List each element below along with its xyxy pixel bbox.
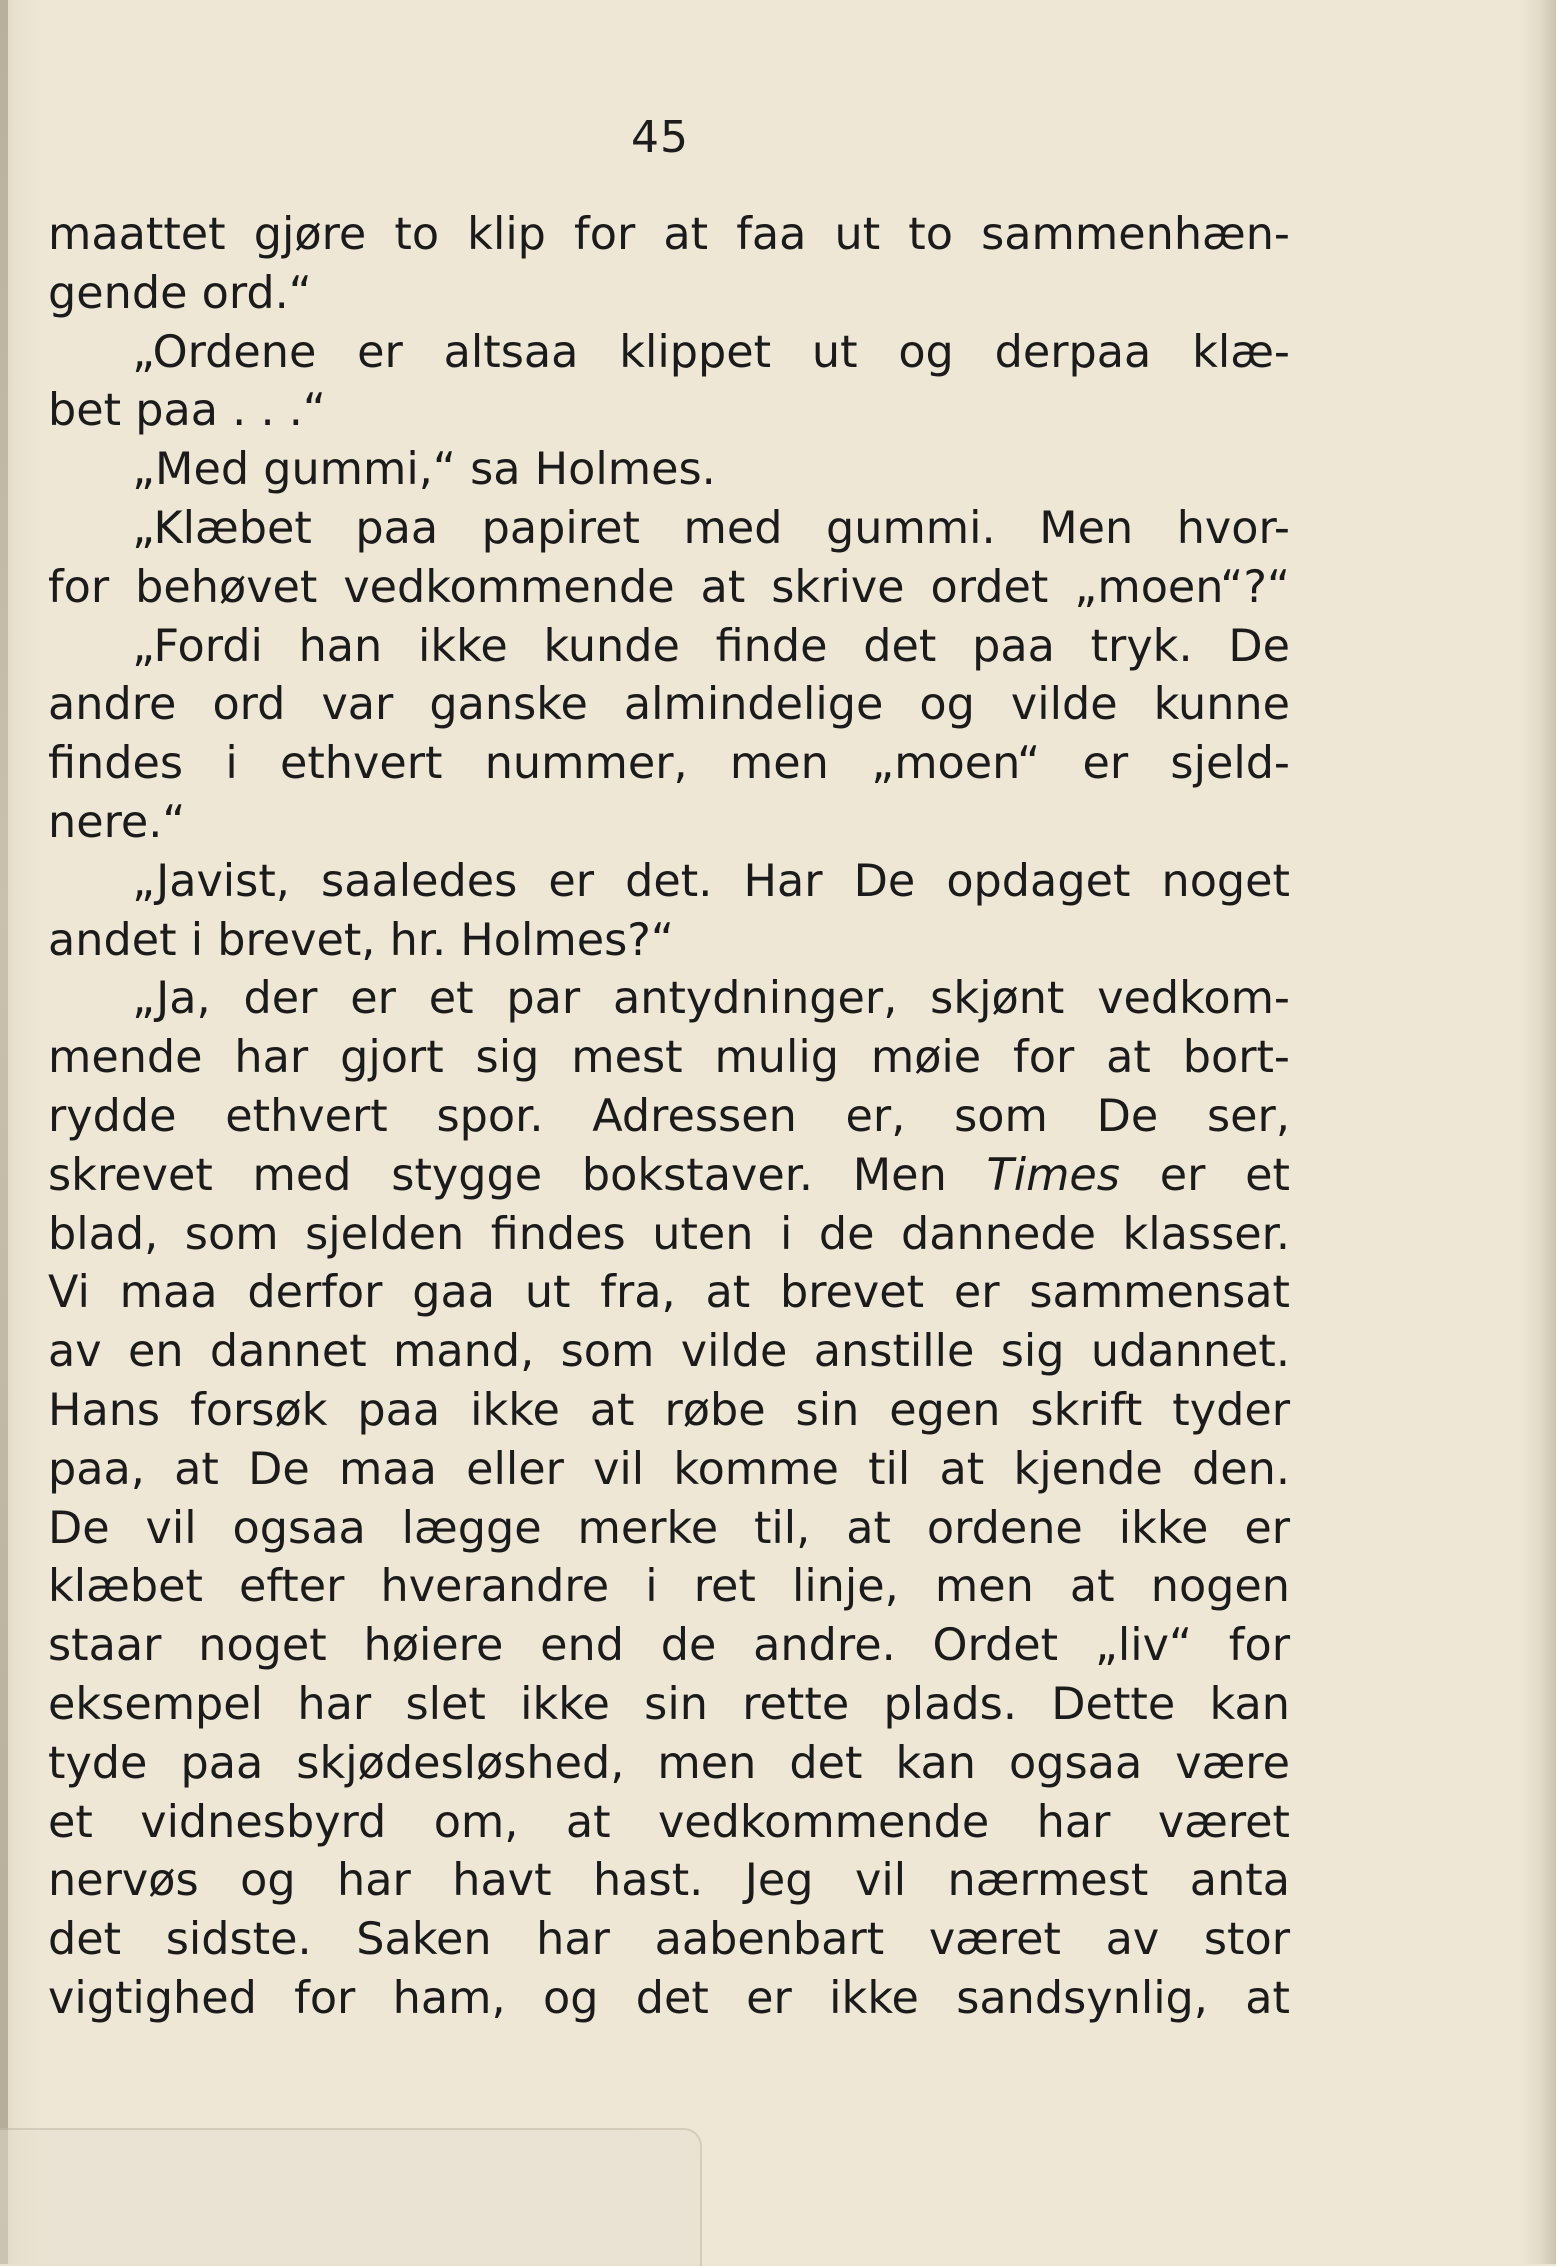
text-line: mende har gjort sig mest mulig møie for at bort- <box>48 1032 1290 1084</box>
text-line: De vil ogsaa lægge merke til, at ordene ikke er <box>48 1502 1290 1554</box>
text-line: et vidnesbyrd om, at vedkommende har været <box>48 1796 1290 1848</box>
italic-word: Times <box>986 1149 1120 1201</box>
text-line: andet i brevet, hr. Holmes?“ <box>48 914 674 966</box>
page-number: 45 <box>631 112 689 163</box>
text-line: vigtighed for ham, og det er ikke sandsynlig, at <box>48 1972 1290 2024</box>
text-line: „Javist, saaledes er det. Har De opdaget noget <box>132 855 1290 907</box>
text-line: „Med gummi,“ sa Holmes. <box>132 444 716 496</box>
text-line: av en dannet mand, som vilde anstille sig udannet. <box>48 1326 1290 1378</box>
text-line: maattet gjøre to klip for at faa ut to sammenhæn- <box>48 209 1290 260</box>
text-line: bet paa . . .“ <box>48 385 326 437</box>
scan-shadow <box>0 2128 702 2266</box>
text-segment: skrevet med stygge bokstaver. Men <box>48 1149 947 1201</box>
text-line: Vi maa derfor gaa ut fra, at brevet er sammensat <box>48 1267 1290 1319</box>
text-line: det sidste. Saken har aabenbart været av stor <box>48 1914 1290 1966</box>
text-line: nere.“ <box>48 796 186 848</box>
text-line: klæbet efter hverandre i ret linje, men at nogen <box>48 1561 1290 1613</box>
text-line: „Fordi han ikke kunde finde det paa tryk. De <box>132 620 1290 672</box>
binding-edge <box>0 0 8 2264</box>
text-line: for behøvet vedkommende at skrive ordet „moen“?“ <box>48 561 1290 613</box>
text-line: rydde ethvert spor. Adressen er, som De ser, <box>48 1090 1290 1142</box>
text-line: „Ja, der er et par antydninger, skjønt vedkom- <box>132 973 1290 1025</box>
text-line: eksempel har slet ikke sin rette plads. Dette kan <box>48 1678 1290 1730</box>
text-line: staar noget høiere end de andre. Ordet „liv“ for <box>48 1620 1290 1672</box>
text-line: findes i ethvert nummer, men „moen“ er sjeld- <box>48 738 1290 790</box>
text-line: paa, at De maa eller vil komme til at kjende den. <box>48 1443 1290 1495</box>
text-segment: er et <box>1159 1149 1290 1201</box>
text-line: nervøs og har havt hast. Jeg vil nærmest anta <box>48 1855 1290 1907</box>
body-text <box>48 206 1290 2029</box>
text-line-with-italic <box>48 1147 1290 1206</box>
text-line: andre ord var ganske almindelige og vilde kunne <box>48 679 1290 731</box>
text-line: Hans forsøk paa ikke at røbe sin egen skrift tyder <box>48 1384 1290 1436</box>
text-line: tyde paa skjødesløshed, men det kan ogsaa være <box>48 1737 1290 1789</box>
text-line: gende ord.“ <box>48 267 312 319</box>
text-line: „Ordene er altsaa klippet ut og derpaa klæ- <box>132 326 1290 378</box>
text-line: blad, som sjelden findes uten i de dannede klasser. <box>48 1208 1290 1260</box>
text-line: „Klæbet paa papiret med gummi. Men hvor- <box>132 502 1290 554</box>
